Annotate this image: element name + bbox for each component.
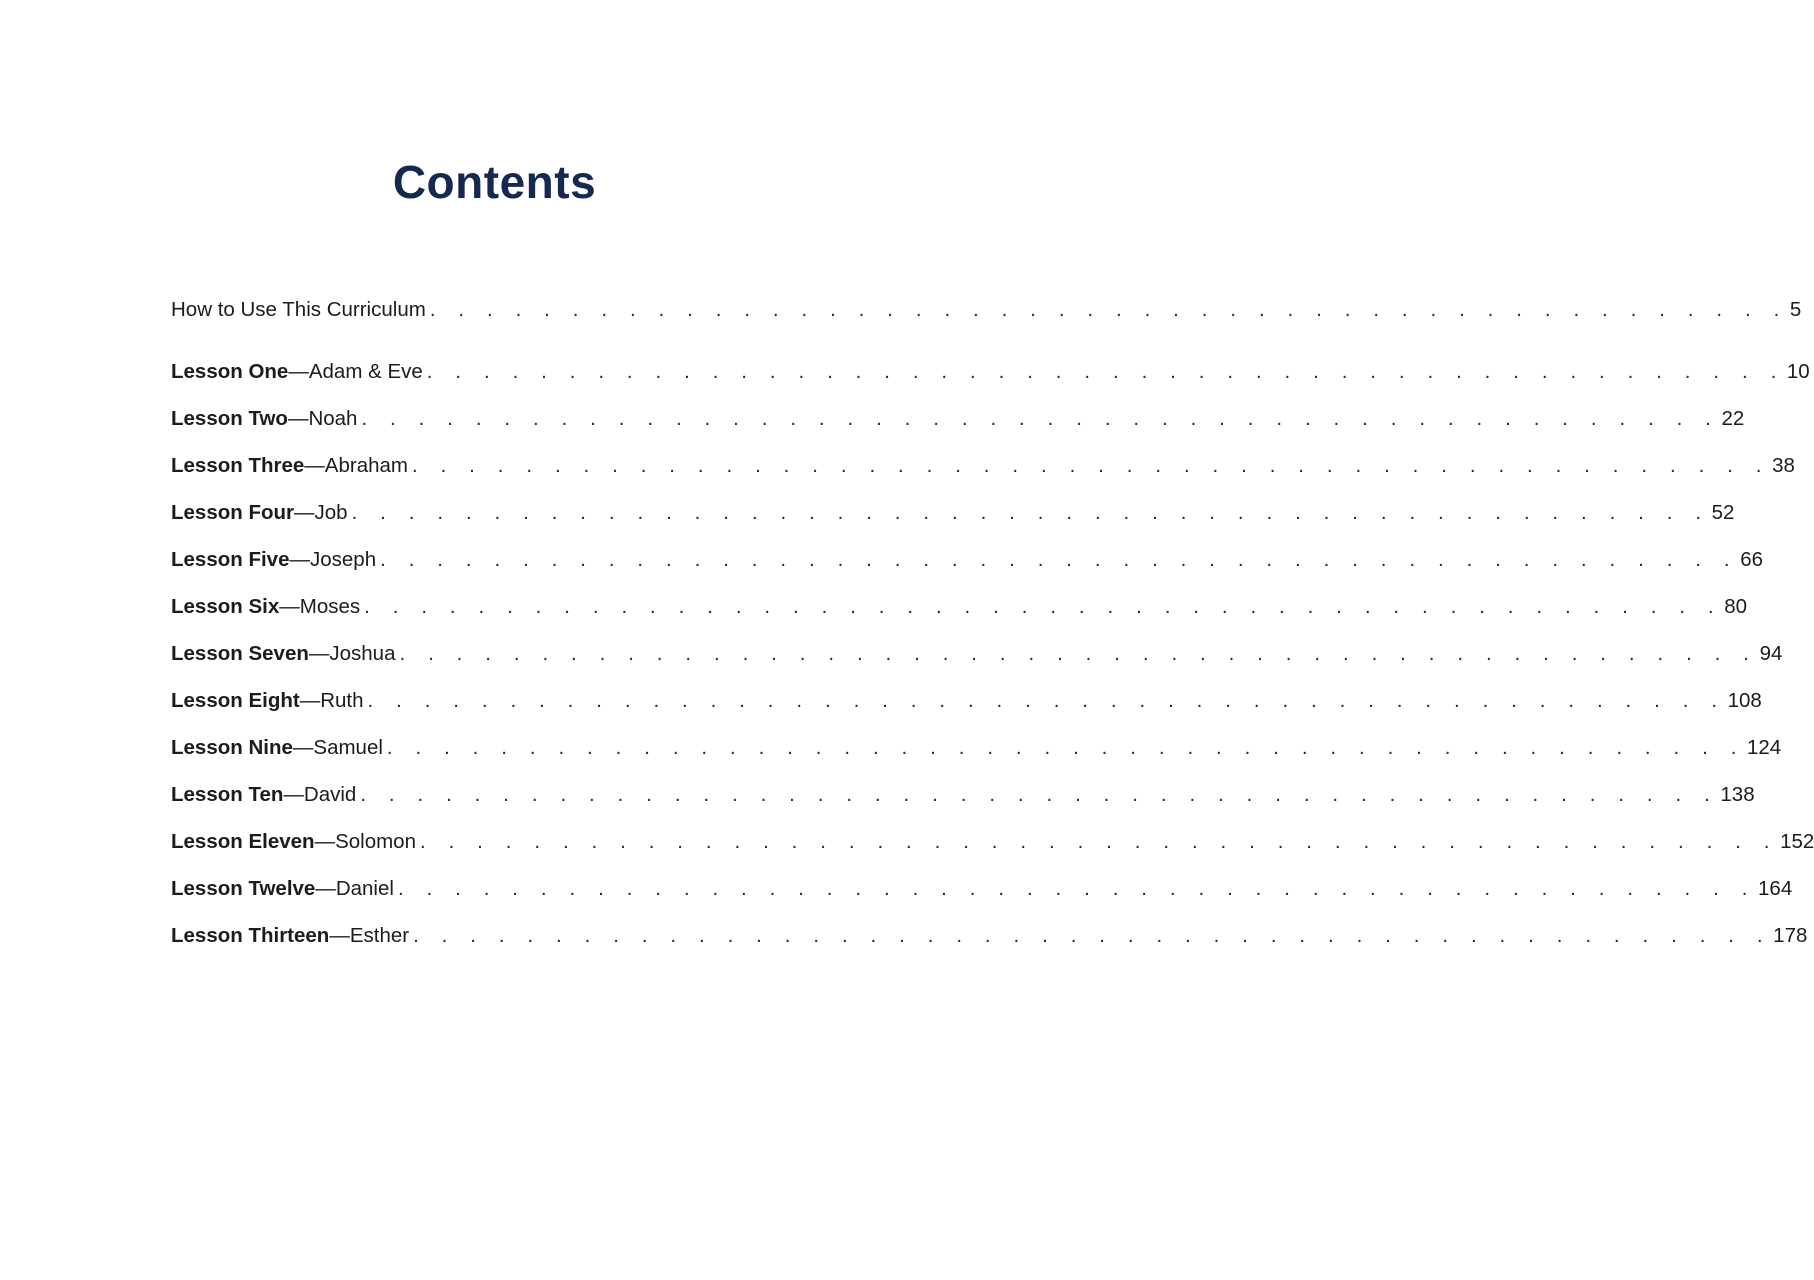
toc-entry-page: 164 [1758, 877, 1793, 900]
lesson-number: Lesson Nine [171, 736, 293, 759]
toc-entry-page: 5 [1789, 298, 1802, 321]
toc-entry-page: 80 [1724, 595, 1748, 618]
toc-entry-lesson[interactable]: Lesson Eight—Ruth . . . . . . . . . . . . . . . . . . . . . . . . . . . . . . . . . . . . . . . . . . . . . . . . 108 [171, 683, 816, 730]
dot-leader: . . . . . . . . . . . . . . . . . . . . . . . . . . . . . . . . . . . . . . . . . . . . . . . . [411, 454, 1771, 477]
toc-entry-page: 94 [1759, 642, 1783, 665]
table-of-contents [171, 292, 1814, 965]
lesson-subject: Joshua [329, 642, 396, 665]
dot-leader: . . . . . . . . . . . . . . . . . . . . . . . . . . . . . . . . . . . . . . . . . . . . . . . . [380, 548, 1739, 571]
lesson-subject: Solomon [335, 830, 416, 853]
lesson-number: Lesson Four [171, 501, 295, 524]
dot-leader: . . . . . . . . . . . . . . . . . . . . . . . . . . . . . . . . . . . . . . . . . . . . . . . . [351, 501, 1710, 524]
lesson-number: Lesson Five [171, 548, 290, 571]
dot-leader: . . . . . . . . . . . . . . . . . . . . . . . . . . . . . . . . . . . . . . . . . . . . . . . . [426, 360, 1785, 383]
dot-leader: . . . . . . . . . . . . . . . . . . . . . . . . . . . . . . . . . . . . . . . . . . . . . . . . [364, 595, 1723, 618]
dot-leader: . . . . . . . . . . . . . . . . . . . . . . . . . . . . . . . . . . . . . . . . . . . . . . . . [399, 642, 1758, 665]
toc-entry-lesson[interactable]: Lesson Two—Noah . . . . . . . . . . . . . . . . . . . . . . . . . . . . . . . . . . . . . . . . . . . . . . . . 22 [171, 401, 816, 448]
toc-entry-lesson[interactable]: Lesson Five—Joseph . . . . . . . . . . . . . . . . . . . . . . . . . . . . . . . . . . . . . . . . . . . . . . . . 66 [171, 542, 816, 589]
toc-entry-lesson[interactable]: Lesson One—Adam & Eve . . . . . . . . . . . . . . . . . . . . . . . . . . . . . . . . . . . . . . . . . . . . . . . . 10 [171, 354, 816, 401]
toc-entry-page: 108 [1727, 689, 1762, 712]
toc-entry-page: 152 [1780, 830, 1814, 853]
toc-entry-lesson[interactable]: Lesson Seven—Joshua . . . . . . . . . . . . . . . . . . . . . . . . . . . . . . . . . . . . . . . . . . . . . . . . 94 [171, 636, 816, 683]
dot-leader: . . . . . . . . . . . . . . . . . . . . . . . . . . . . . . . . . . . . . . . . . . . . . . . . [397, 877, 1757, 900]
lesson-subject: Job [314, 501, 348, 524]
toc-entry-page: 178 [1773, 924, 1808, 947]
toc-entry-label: How to Use This Curriculum [171, 298, 426, 321]
lesson-subject: Samuel [313, 736, 383, 759]
lesson-number: Lesson Ten [171, 783, 284, 806]
lesson-subject: Abraham [324, 454, 408, 477]
lesson-number: Lesson Eleven [171, 830, 315, 853]
lesson-number: Lesson Seven [171, 642, 309, 665]
lesson-number: Lesson Twelve [171, 877, 316, 900]
lesson-subject: Daniel [335, 877, 394, 900]
lesson-subject: Ruth [320, 689, 364, 712]
toc-entry-page: 38 [1772, 454, 1795, 477]
dot-leader: . . . . . . . . . . . . . . . . . . . . . . . . . . . . . . . . . . . . . . . . . . . . . . . . [360, 783, 1719, 806]
dot-leader: . . . . . . . . . . . . . . . . . . . . . . . . . . . . . . . . . . . . . . . . . . . . . . . . [367, 689, 1726, 712]
lesson-subject: David [303, 783, 357, 806]
lesson-number: Lesson Three [171, 454, 305, 477]
dot-leader: . . . . . . . . . . . . . . . . . . . . . . . . . . . . . . . . . . . . . . . . . . . . . . . . [386, 736, 1745, 759]
toc-entry-lesson[interactable]: Lesson Nine—Samuel . . . . . . . . . . . . . . . . . . . . . . . . . . . . . . . . . . . . . . . . . . . . . . . . 124 [171, 730, 816, 777]
toc-entry-lesson[interactable]: Lesson Three—Abraham . . . . . . . . . . . . . . . . . . . . . . . . . . . . . . . . . . . . . . . . . . . . . . . . 38 [171, 448, 816, 495]
dot-leader: . . . . . . . . . . . . . . . . . . . . . . . . . . . . . . . . . . . . . . . . . . . . . . . . [429, 298, 1788, 321]
lesson-subject: Moses [299, 595, 361, 618]
lesson-number: Lesson One [171, 360, 289, 383]
toc-entry-page: 66 [1740, 548, 1763, 571]
dot-leader: . . . . . . . . . . . . . . . . . . . . . . . . . . . . . . . . . . . . . . . . . . . . . . . . [419, 830, 1779, 853]
toc-entry-lesson[interactable]: Lesson Six—Moses . . . . . . . . . . . . . . . . . . . . . . . . . . . . . . . . . . . . . . . . . . . . . . . . 80 [171, 589, 816, 636]
dot-leader: . . . . . . . . . . . . . . . . . . . . . . . . . . . . . . . . . . . . . . . . . . . . . . . . [361, 407, 1720, 430]
dot-leader: . . . . . . . . . . . . . . . . . . . . . . . . . . . . . . . . . . . . . . . . . . . . . . . . [413, 924, 1772, 947]
toc-entry-lesson[interactable]: Lesson Ten—David . . . . . . . . . . . . . . . . . . . . . . . . . . . . . . . . . . . . . . . . . . . . . . . . 138 [171, 777, 816, 824]
toc-entry-page: 10 [1786, 360, 1810, 383]
lesson-number: Lesson Two [171, 407, 288, 430]
toc-entry-page: 52 [1711, 501, 1735, 524]
toc-entry-lesson[interactable]: Lesson Four—Job . . . . . . . . . . . . . . . . . . . . . . . . . . . . . . . . . . . . . . . . . . . . . . . . 52 [171, 495, 816, 542]
lesson-subject: Joseph [310, 548, 377, 571]
lesson-number: Lesson Six [171, 595, 280, 618]
toc-entry-page: 124 [1746, 736, 1782, 759]
toc-entry-page: 138 [1720, 783, 1755, 806]
lesson-number: Lesson Eight [171, 689, 300, 712]
lesson-subject: Esther [349, 924, 410, 947]
lesson-subject: Adam & Eve [308, 360, 423, 383]
toc-entry-lesson[interactable]: Lesson Twelve—Daniel . . . . . . . . . . . . . . . . . . . . . . . . . . . . . . . . . . . . . . . . . . . . . . . . 164 [171, 871, 816, 918]
lesson-subject: Noah [308, 407, 358, 430]
lesson-number: Lesson Thirteen [171, 924, 330, 947]
toc-entry-lesson[interactable]: Lesson Eleven—Solomon . . . . . . . . . . . . . . . . . . . . . . . . . . . . . . . . . . . . . . . . . . . . . . . . 152 [171, 824, 816, 871]
toc-entry-lesson[interactable]: Lesson Thirteen—Esther . . . . . . . . . . . . . . . . . . . . . . . . . . . . . . . . . . . . . . . . . . . . . . . . 178 [171, 918, 816, 965]
page-title: Contents [392, 156, 597, 208]
toc-entry-intro[interactable] [171, 292, 1802, 354]
toc-entry-page: 22 [1721, 407, 1745, 430]
